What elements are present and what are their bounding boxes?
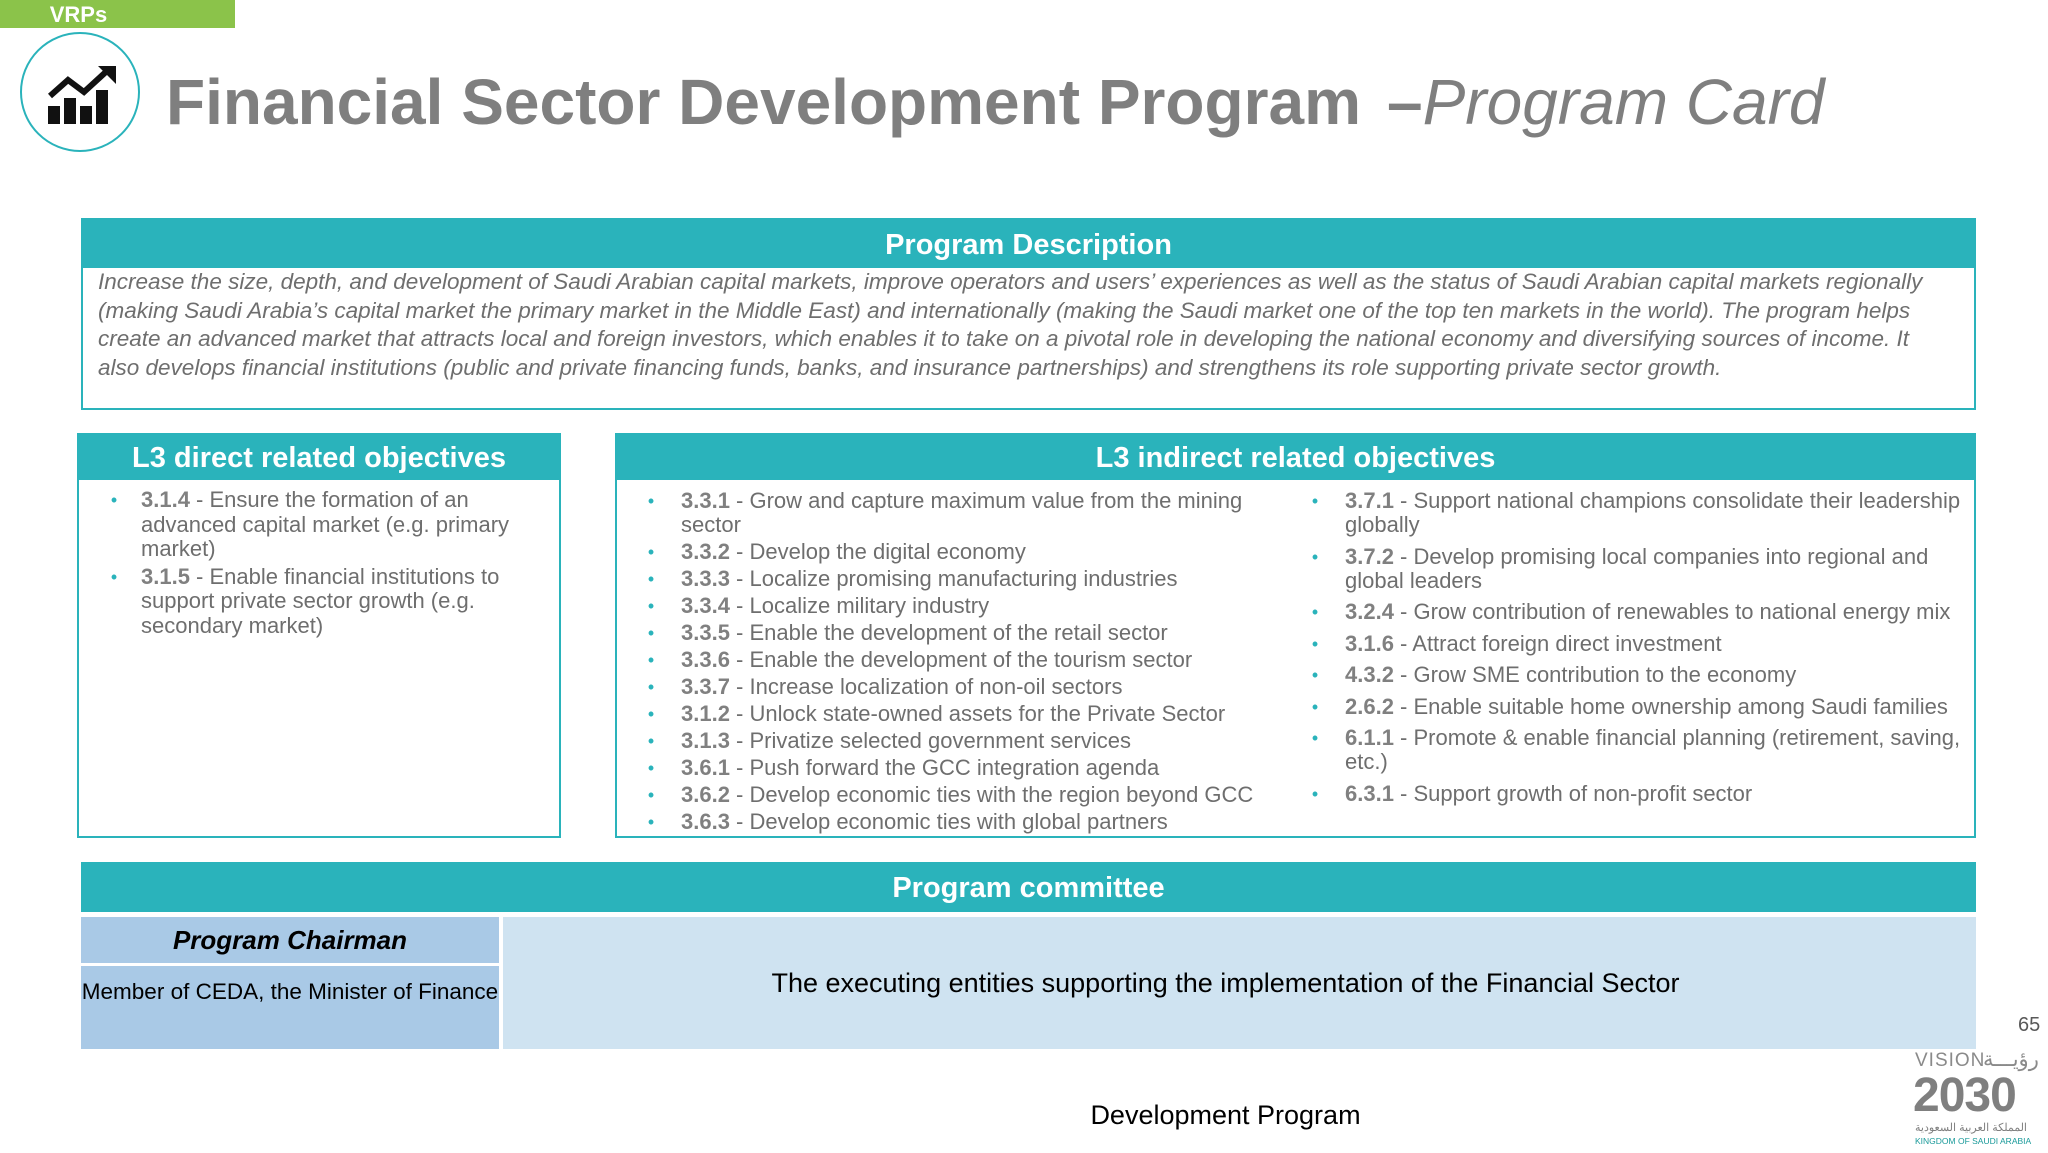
objective-text: - Grow contribution of renewables to national energy mix (1393, 599, 1951, 624)
objective-text: - Develop economic ties with the region beyond GCC (729, 782, 1254, 807)
objective-code: 3.3.4 (681, 593, 730, 618)
objective-text: - Privatize selected government services (729, 728, 1131, 753)
bullet-icon: • (1311, 728, 1319, 748)
bullet-icon: • (110, 490, 118, 510)
list-item (647, 756, 1287, 780)
objective-code: 3.7.2 (1345, 543, 1394, 569)
bullet-icon: • (1311, 602, 1319, 622)
objective-code: 6.3.1 (1345, 780, 1394, 806)
list-item (1311, 600, 1966, 624)
direct-objectives-panel (77, 433, 561, 838)
objective-text: - Enable the development of the tourism sector (729, 647, 1193, 672)
objective-code: 3.3.5 (681, 620, 730, 645)
objective-text: - Develop promising local companies into regional and global leaders (1345, 543, 1929, 593)
program-description-heading: Program Description (83, 220, 1974, 268)
direct-objectives-heading: L3 direct related objectives (79, 435, 559, 480)
list-item (647, 489, 1287, 537)
list-item (647, 621, 1287, 645)
bullet-icon: • (647, 623, 655, 643)
indirect-objectives-list-right (1311, 489, 1966, 806)
list-item (1311, 726, 1966, 774)
objective-code: 3.6.1 (681, 755, 730, 780)
list-item (647, 594, 1287, 618)
objective-code: 3.1.4 (141, 487, 190, 512)
bullet-icon: • (1311, 696, 1319, 717)
bullet-icon: • (110, 566, 118, 587)
objective-code: 3.3.3 (681, 566, 730, 591)
bullet-icon: • (647, 569, 655, 589)
program-committee-heading: Program committee (81, 862, 1976, 912)
indirect-objectives-right-column (1311, 489, 1966, 813)
objective-text: - Support growth of non-profit sector (1393, 780, 1753, 806)
objective-code: 3.1.3 (681, 728, 730, 753)
bullet-icon: • (647, 758, 655, 778)
bullet-icon: • (647, 704, 655, 724)
vision-kingdom-english: KINGDOM OF SAUDI ARABIA (1915, 1136, 2032, 1146)
page-number: 65 (2018, 1014, 2041, 1036)
list-item (647, 540, 1287, 564)
program-chairman-label: Program Chairman (81, 917, 499, 963)
objective-text: - Localize military industry (729, 593, 990, 618)
list-item (1311, 489, 1966, 537)
section-tag: VRPs (0, 0, 235, 28)
bullet-icon: • (647, 731, 655, 751)
list-item (1311, 782, 1966, 806)
direct-objectives-list (79, 480, 559, 638)
indirect-objectives-heading: L3 indirect related objectives (617, 435, 1974, 480)
vision-2030-logo (1913, 1050, 2048, 1153)
list-item (647, 810, 1287, 834)
objective-text: - Attract foreign direct investment (1393, 630, 1722, 656)
program-description-text: Increase the size, depth, and development of Saudi Arabian capital markets, improve operators and users’ experiences as well as the status of Saudi Arabian capital markets regionally (making Saudi Arabia’s capital market the primary market in the Middle East) and internationally (making the Saudi market one of the top ten markets in the world). The program helps create an advanced market that attracts local and foreign investors, which enables it to take on a pivotal role in developing the national economy and diversifying sources of income. It also develops financial institutions (public and private financing funds, banks, and insurance partnerships) and strengthens its role supporting private sector growth. (98, 269, 1923, 380)
objective-text: - Unlock state-owned assets for the Private Sector (729, 701, 1226, 726)
bullet-icon: • (647, 677, 655, 697)
indirect-objectives-panel (615, 433, 1976, 838)
bullet-icon: • (647, 596, 655, 616)
bullet-icon: • (647, 542, 655, 562)
bullet-icon: • (1311, 546, 1319, 567)
bullet-icon: • (647, 812, 655, 832)
objective-code: 4.3.2 (1345, 662, 1394, 687)
bullet-icon: • (1311, 633, 1319, 654)
objective-code: 3.3.7 (681, 674, 730, 699)
objective-code: 6.1.1 (1345, 725, 1394, 750)
objective-code: 3.7.1 (1345, 488, 1394, 513)
indirect-objectives-left-column (647, 489, 1287, 837)
program-description-panel (81, 218, 1976, 410)
title-subtitle: Program Card (1422, 66, 1825, 138)
bullet-icon: • (647, 650, 655, 670)
list-item (647, 729, 1287, 753)
objective-code: 3.3.6 (681, 647, 730, 672)
list-item (1311, 632, 1966, 656)
vision-year: 2030 (1913, 1069, 2016, 1122)
objective-text: - Grow SME contribution to the economy (1393, 662, 1797, 687)
growth-chart-icon (46, 66, 118, 126)
objective-code: 3.3.2 (681, 539, 730, 564)
objective-code: 3.1.5 (141, 563, 190, 589)
executing-entities-text: The executing entities supporting the implementation of the Financial Sector Development Program (771, 968, 1680, 1130)
bullet-icon: • (647, 785, 655, 805)
vision-arabic: رؤيـــة (1983, 1048, 2039, 1071)
objective-code: 3.2.4 (1345, 599, 1394, 624)
list-item (104, 565, 541, 639)
list-item (1311, 663, 1966, 687)
objective-text: - Develop the digital economy (729, 539, 1026, 564)
bullet-icon: • (1311, 665, 1319, 685)
bullet-icon: • (1311, 491, 1319, 511)
objective-text: - Enable suitable home ownership among Saudi families (1393, 693, 1948, 719)
objective-text: - Enable the development of the retail sector (729, 620, 1168, 645)
objective-text: - Increase localization of non-oil sectors (729, 674, 1123, 699)
vision-kingdom-arabic: المملكة العربية السعودية (1915, 1122, 2027, 1134)
objective-code: 3.6.3 (681, 809, 730, 834)
indirect-objectives-list-left (647, 489, 1287, 834)
program-logo (20, 32, 140, 152)
list-item (1311, 545, 1966, 593)
objective-text: - Ensure the formation of an advanced capital market (e.g. primary market) (141, 487, 510, 561)
objective-code: 3.6.2 (681, 782, 730, 807)
list-item (1311, 695, 1966, 719)
objective-text: - Grow and capture maximum value from the mining sector (681, 488, 1243, 537)
objective-code: 3.1.6 (1345, 630, 1394, 656)
objective-text: - Promote & enable financial planning (retirement, saving, etc.) (1345, 725, 1961, 774)
page-title (166, 62, 1825, 142)
objective-text: - Push forward the GCC integration agenda (729, 755, 1160, 780)
list-item (104, 488, 541, 562)
list-item (647, 648, 1287, 672)
list-item (647, 783, 1287, 807)
bullet-icon: • (647, 491, 655, 511)
objective-text: - Support national champions consolidate their leadership globally (1345, 488, 1961, 537)
objective-code: 2.6.2 (1345, 693, 1394, 719)
objective-code: 3.3.1 (681, 488, 730, 513)
bullet-icon: • (1311, 783, 1319, 804)
list-item (647, 567, 1287, 591)
vision-word: VISION (1915, 1050, 1986, 1071)
objective-text: - Enable financial institutions to support private sector growth (e.g. secondary market) (141, 563, 500, 638)
list-item (647, 675, 1287, 699)
objective-code: 3.1.2 (681, 701, 730, 726)
program-chairman-value: Member of CEDA, the Minister of Finance (81, 966, 499, 1049)
objective-text: - Develop economic ties with global partners (729, 809, 1168, 834)
list-item (647, 702, 1287, 726)
objective-text: - Localize promising manufacturing industries (729, 566, 1178, 591)
title-dash: – (1387, 66, 1423, 138)
title-main: Financial Sector Development Program (166, 66, 1361, 138)
